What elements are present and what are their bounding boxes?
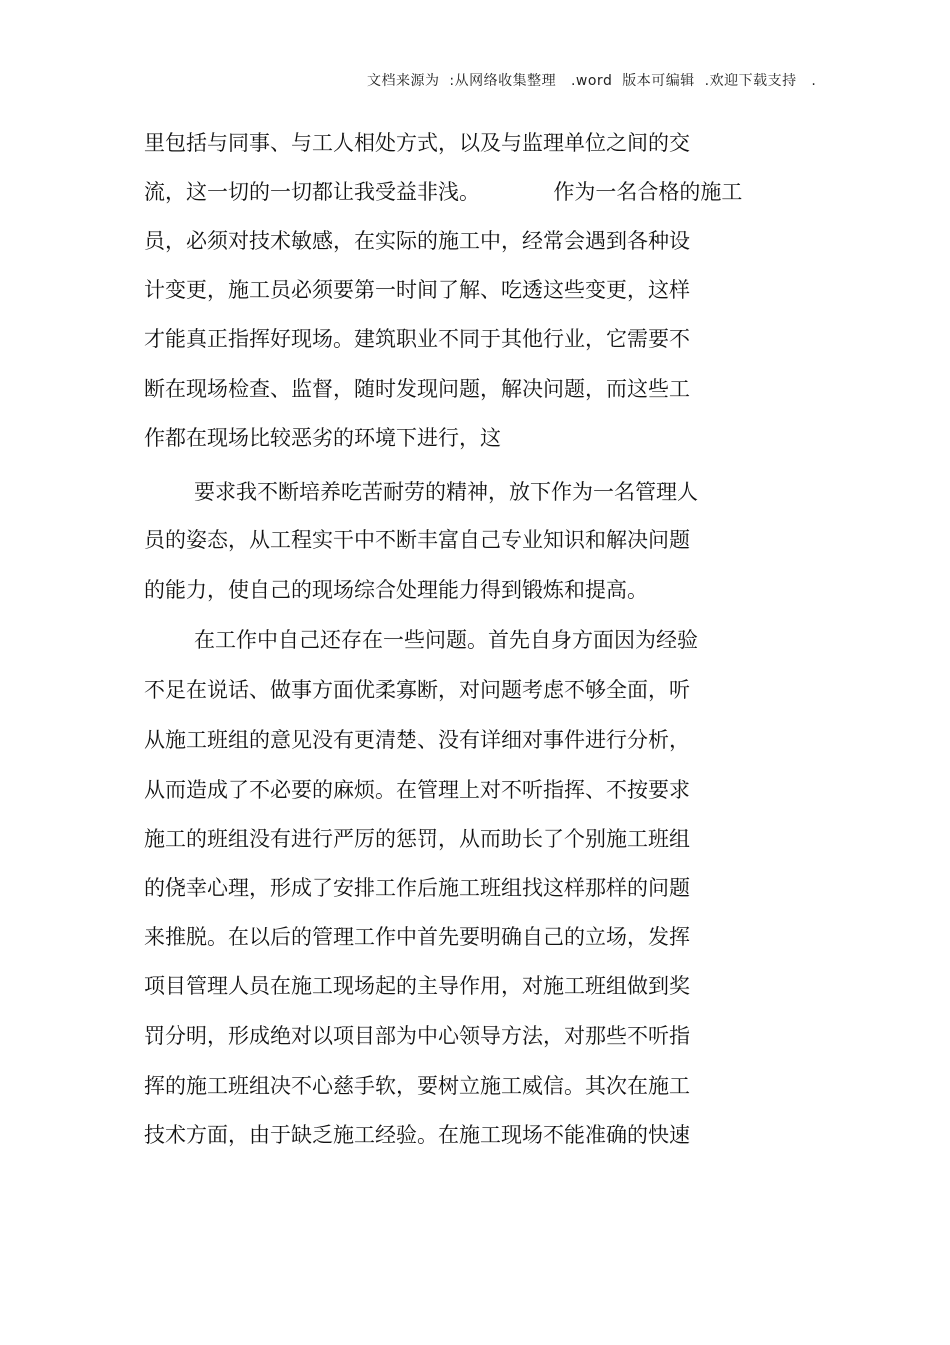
text-line: 施工的班组没有进行严厉的惩罚，从而助长了个别施工班组 — [144, 827, 690, 851]
text-line: 挥的施工班组决不心慈手软，要树立施工威信。其次在施工 — [144, 1074, 690, 1098]
text-line: 才能真正指挥好现场。建筑职业不同于其他行业，它需要不 — [144, 327, 690, 351]
text-line: 员，必须对技术敏感，在实际的施工中，经常会遇到各种设 — [144, 229, 690, 253]
text-line: 的侥幸心理，形成了安排工作后施工班组找这样那样的问题 — [144, 876, 690, 900]
text-line: 从而造成了不必要的麻烦。在管理上对不听指挥、不按要求 — [144, 778, 690, 802]
text-line: 从施工班组的意见没有更清楚、没有详细对事件进行分析， — [144, 728, 690, 752]
text-line: 罚分明，形成绝对以项目部为中心领导方法，对那些不听指 — [144, 1024, 690, 1048]
text-line: 技术方面，由于缺乏施工经验。在施工现场不能准确的快速 — [144, 1123, 690, 1147]
text-line: 作都在现场比较恶劣的环境下进行，这 — [144, 426, 501, 450]
text-line: 项目管理人员在施工现场起的主导作用，对施工班组做到奖 — [144, 974, 690, 998]
text-line: 的能力，使自己的现场综合处理能力得到锻炼和提高。 — [144, 578, 648, 602]
text-line: 来推脱。在以后的管理工作中首先要明确自己的立场，发挥 — [144, 925, 690, 949]
text-line: 里包括与同事、与工人相处方式，以及与监理单位之间的交 — [144, 131, 690, 155]
text-line: 流，这一切的一切都让我受益非浅。 作为一名合格的施工 — [144, 180, 743, 204]
text-line: 断在现场检查、监督，随时发现问题，解决问题，而这些工 — [144, 377, 690, 401]
text-line: 在工作中自己还存在一些问题。首先自身方面因为经验 — [194, 628, 698, 652]
page-header-note: 文档来源为 :从网络收集整理 .word 版本可编辑 .欢迎下载支持 . — [367, 73, 817, 89]
text-line: 不足在说话、做事方面优柔寡断，对问题考虑不够全面，听 — [144, 678, 690, 702]
text-line: 计变更，施工员必须要第一时间了解、吃透这些变更，这样 — [144, 278, 690, 302]
text-line: 要求我不断培养吃苦耐劳的精神，放下作为一名管理人 — [194, 480, 698, 504]
text-line: 员的姿态，从工程实干中不断丰富自己专业知识和解决问题 — [144, 528, 690, 552]
